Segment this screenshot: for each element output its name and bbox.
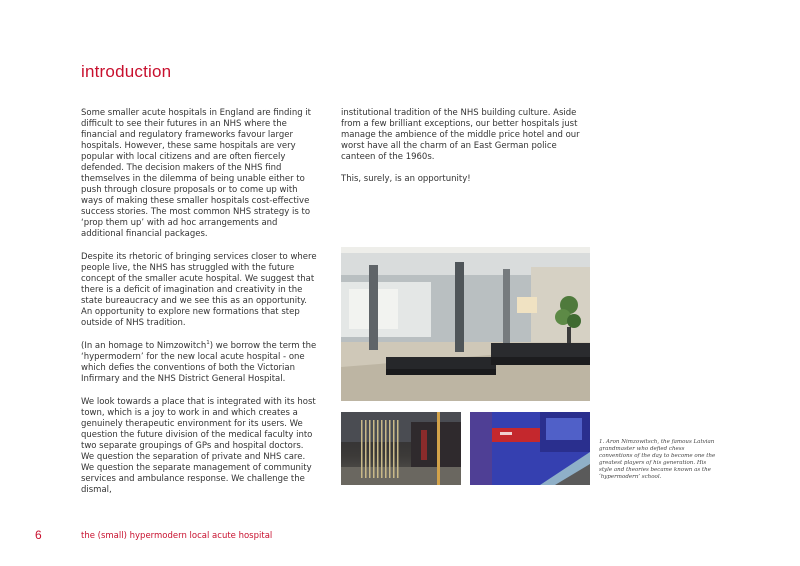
paragraph-text: ) we borrow the term the ‘hypermodern’ for the new local acute hospital - one which defies the conventions of both the Victorian Infirmary and the NHS District General Hospital.	[81, 341, 317, 384]
paragraph	[81, 341, 317, 385]
right-text-column	[341, 108, 593, 196]
paragraph: We look towards a place that is integrated with its host town, which is a joy to work in and which creates a genuinely therapeutic environment for its users. We question the future division of the medical faculty into two separate groupings of GPs and hospital doctors. We question the separation of private and NHS care. We question the separate management of community services and ambulance response. We challenge the dismal,	[81, 397, 316, 495]
paragraph: This, surely, is an opportunity!	[341, 174, 471, 184]
page-title: introduction	[81, 62, 172, 81]
left-text-column	[81, 108, 317, 508]
blue-interior-photo	[470, 412, 590, 485]
corridor-curtain-photo	[341, 412, 461, 485]
footnote: 1. Aron Nimzowitsch, the famous Latvian grandmaster who defied chess conventions of the day to become one the greatest players of his generation. His style and theories became known as the ‘hypermodern’ school.	[599, 439, 716, 480]
running-footer: the (small) hypermodern local acute hospital	[81, 531, 273, 541]
paragraph: institutional tradition of the NHS building culture. Aside from a few brilliant exceptions, our better hospitals just manage the ambience of the middle price hotel and our worst have all the charm of an East German police canteen of the 1960s.	[341, 108, 580, 162]
paragraph: Despite its rhetoric of bringing services closer to where people live, the NHS has struggled with the future concept of the smaller acute hospital. We suggest that there is a deficit of imagination and creativity in the state bureaucracy and we see this as an opportunity. An opportunity to explore new formations that step outside of NHS tradition.	[81, 252, 317, 328]
footnote-marker[interactable]: 1	[206, 340, 210, 347]
page-number: 6	[35, 528, 42, 542]
paragraph-text: (In an homage to Nimzowitch	[81, 341, 207, 351]
hospital-lobby-photo	[341, 247, 590, 401]
paragraph: Some smaller acute hospitals in England are finding it difficult to see their futures in an NHS where the financial and regulatory frameworks favour larger hospitals. However, these same hospitals are very popular with local citizens and are often fiercely defended. The decision makers of the NHS find themselves in the dilemma of being unable either to push through closure proposals or to come up with ways of making these smaller hospitals cost-effective success stories. The most common NHS strategy is to ‘prop them up’ with ad hoc arrangements and additional financial packages.	[81, 108, 311, 239]
